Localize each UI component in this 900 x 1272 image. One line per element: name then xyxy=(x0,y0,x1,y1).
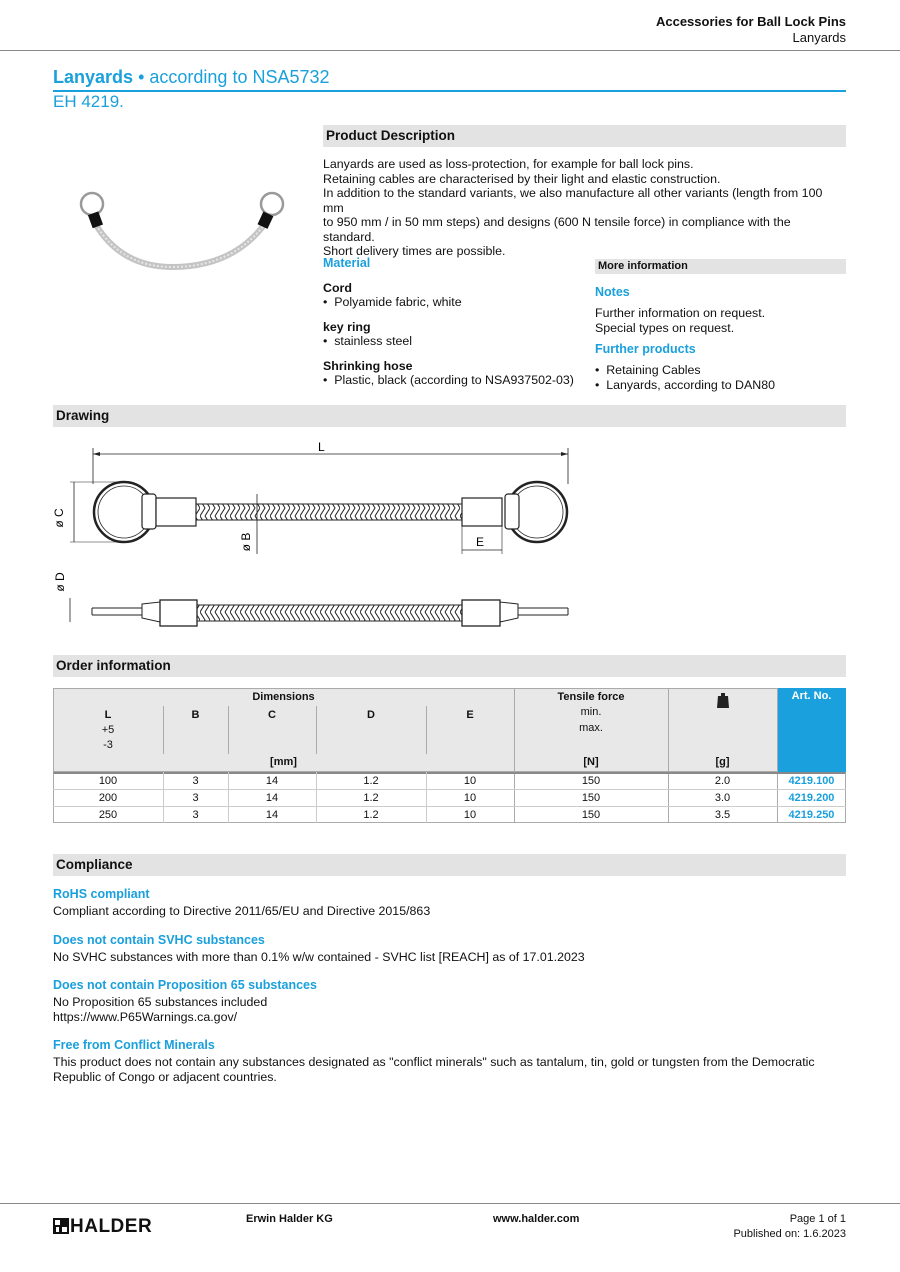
header-divider xyxy=(0,50,900,51)
further-products-list xyxy=(595,363,775,393)
art-no-link[interactable]: 4219.250 xyxy=(788,809,835,821)
table-row: 100 3 14 1.2 10 150 2.0 4219.100 xyxy=(53,773,846,790)
product-standard: according to NSA5732 xyxy=(149,67,330,87)
col-d: D xyxy=(367,709,375,721)
weight-icon xyxy=(717,693,729,708)
col-e: E xyxy=(466,709,474,721)
description-text xyxy=(323,157,843,259)
material-cord-item: • Polyamide fabric, white xyxy=(323,295,462,309)
dim-label-c: ø C xyxy=(52,508,66,528)
dim-label-e: E xyxy=(476,535,485,549)
material-hose-item: • Plastic, black (according to NSA937502-03) xyxy=(323,373,574,387)
product-code: EH 4219. xyxy=(53,92,124,111)
note-line: Special types on request. xyxy=(595,321,735,335)
compliance-rohs-text: Compliant according to Directive 2011/65/EU and Directive 2015/863 xyxy=(53,904,431,918)
compliance-conflict-title: Free from Conflict Minerals xyxy=(53,1038,215,1052)
description-line: to 950 mm / in 50 mm steps) and designs (600 N tensile force) in compliance with the standard. xyxy=(323,215,791,244)
compliance-heading: Compliance xyxy=(53,854,846,876)
description-line: Retaining cables are characterised by their light and elastic construction. xyxy=(323,171,721,186)
tensile-max: max. xyxy=(579,722,603,734)
description-line: In addition to the standard variants, we also manufacture all other variants (length from 100 mm xyxy=(323,186,823,215)
unit-mm: [mm] xyxy=(270,756,297,768)
dimensions-header: Dimensions xyxy=(252,691,315,703)
compliance-prop65-link[interactable]: https://www.P65Warnings.ca.gov/ xyxy=(53,1010,238,1024)
col-c: C xyxy=(268,709,276,721)
col-b: B xyxy=(191,709,200,721)
compliance-conflict-text: This product does not contain any substances designated as "conflict minerals" such as tantalum, tin, gold or tungsten from the Democratic xyxy=(53,1055,815,1069)
footer-divider xyxy=(0,1203,900,1204)
unit-n: [N] xyxy=(583,756,599,768)
page-title xyxy=(53,67,330,88)
art-no-link[interactable]: 4219.100 xyxy=(788,775,835,787)
title-separator: • xyxy=(138,67,145,87)
material-keyring-title: key ring xyxy=(323,320,371,334)
dim-label-l: L xyxy=(318,440,325,454)
footer-company: Erwin Halder KG xyxy=(246,1213,333,1225)
dim-label-d: ø D xyxy=(53,572,67,592)
order-heading: Order information xyxy=(53,655,846,677)
product-photo xyxy=(72,185,302,280)
further-products-heading: Further products xyxy=(595,342,696,356)
description-line: Short delivery times are possible. xyxy=(323,244,506,258)
col-l-tol-plus: +5 xyxy=(101,724,115,736)
compliance-conflict-text: Republic of Congo or adjacent countries. xyxy=(53,1070,277,1084)
tensile-min: min. xyxy=(580,706,602,718)
material-heading: Material xyxy=(323,256,371,270)
dim-label-b: ø B xyxy=(239,532,253,552)
product-name: Lanyards xyxy=(53,67,134,87)
more-info-heading: More information xyxy=(595,259,846,274)
title-underline xyxy=(53,90,846,92)
further-product-link[interactable]: • Lanyards, according to DAN80 xyxy=(595,378,775,392)
unit-g: [g] xyxy=(715,756,730,768)
notes-text xyxy=(595,306,765,336)
compliance-svhc-text: No SVHC substances with more than 0.1% w/w contained - SVHC list [REACH] as of 17.01.2023 xyxy=(53,950,585,964)
col-l-tol-minus: -3 xyxy=(103,739,113,751)
art-no-header: Art. No. xyxy=(791,690,832,702)
footer-page: Page 1 of 1 xyxy=(789,1213,846,1225)
art-no-link[interactable]: 4219.200 xyxy=(788,792,835,804)
order-table xyxy=(53,688,846,823)
col-l: L xyxy=(104,709,112,721)
drawing-heading: Drawing xyxy=(53,405,846,427)
compliance-svhc-title: Does not contain SVHC substances xyxy=(53,933,265,947)
compliance-prop65-title: Does not contain Proposition 65 substances xyxy=(53,978,317,992)
material-keyring-item: • stainless steel xyxy=(323,334,413,348)
material-cord-title: Cord xyxy=(323,281,352,295)
tensile-header: Tensile force xyxy=(557,691,625,703)
header-subcategory: Lanyards xyxy=(792,30,846,45)
note-line: Further information on request. xyxy=(595,306,766,320)
table-row: 200 3 14 1.2 10 150 3.0 4219.200 xyxy=(53,790,846,807)
footer-published: Published on: 1.6.2023 xyxy=(733,1228,846,1240)
compliance-rohs-title: RoHS compliant xyxy=(53,887,150,901)
description-heading: Product Description xyxy=(323,125,846,147)
compliance-prop65-text: No Proposition 65 substances included xyxy=(53,995,268,1009)
material-hose-title: Shrinking hose xyxy=(323,359,413,373)
header-category: Accessories for Ball Lock Pins xyxy=(655,14,846,29)
description-line: Lanyards are used as loss-protection, for example for ball lock pins. xyxy=(323,157,694,171)
table-row: 250 3 14 1.2 10 150 3.5 4219.250 xyxy=(53,807,846,824)
notes-heading: Notes xyxy=(595,285,630,299)
logo-icon xyxy=(53,1218,69,1234)
further-product-link[interactable]: • Retaining Cables xyxy=(595,363,701,377)
technical-drawing xyxy=(50,436,580,646)
footer-website[interactable]: www.halder.com xyxy=(493,1213,580,1225)
